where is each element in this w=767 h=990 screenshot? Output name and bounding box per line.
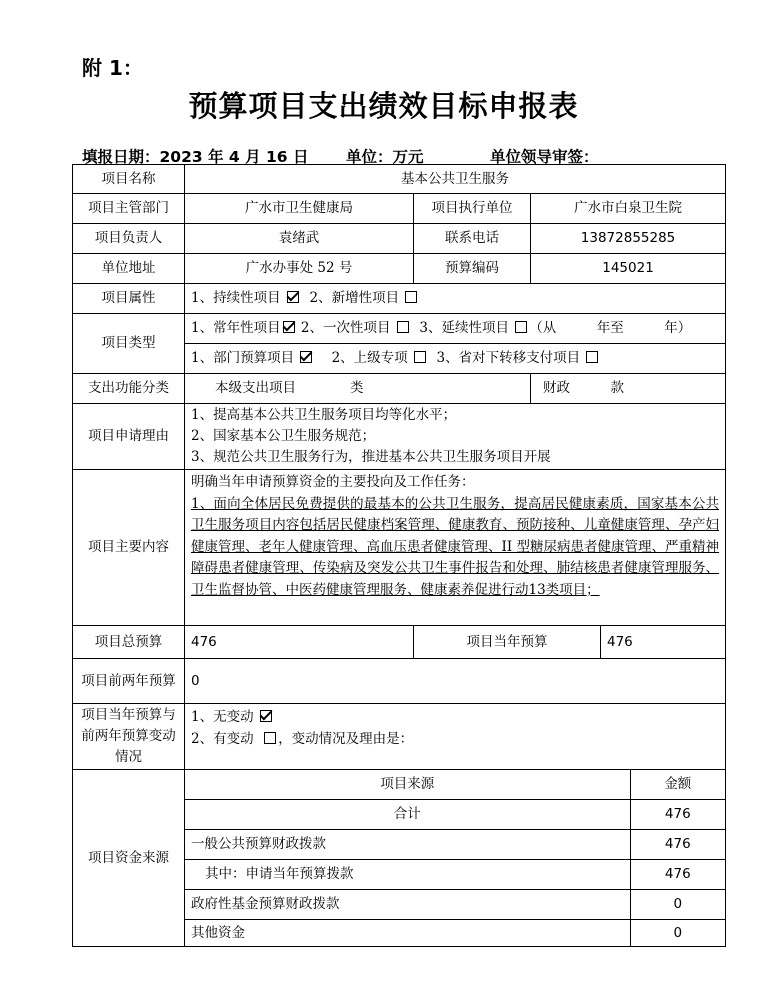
reason-line: 2、国家基本公卫生服务规范； <box>191 428 376 444</box>
project-name-label: 项目名称 <box>73 165 185 194</box>
attr-label: 项目属性 <box>73 284 185 314</box>
type-b-option-1: 1、部门预算项目 <box>191 350 295 367</box>
reason-line: 1、提高基本公共卫生服务项目均等化水平； <box>191 407 457 423</box>
checkbox-icon[interactable] <box>414 351 426 363</box>
fund-gov-value: 0 <box>630 889 725 919</box>
fund-total-label: 合计 <box>185 799 630 829</box>
budget-code-label: 预算编码 <box>414 254 531 284</box>
fund-total-value: 476 <box>630 799 725 829</box>
type-b-option-2: 2、上级专项 <box>331 350 408 367</box>
leader-label: 项目负责人 <box>73 224 185 254</box>
type-option-3: 3、延续性项目 <box>419 320 509 337</box>
reason-content <box>185 404 726 470</box>
func-label: 支出功能分类 <box>73 374 185 404</box>
content-body: 1、面向全体居民免费提供的最基本的公共卫生服务，提高居民健康素质，国家基本公共卫生服务项目内容包括居民健康档案管理、健康教育、预防接种、儿童健康管理、孕产妇健康管理、老年人健康管理、高血压患者健康管理、II 型糖尿病患者健康管理、严重精神障碍患者健康管理、传染病及突发公共卫生事件报告和处理、肺结核患者健康管理服务、卫生监督协管、中医药健康管理服务、健康素养促进行动13类项目； <box>191 495 720 598</box>
fund-of-which-value: 476 <box>630 859 725 889</box>
budget-code-value: 145021 <box>531 254 726 284</box>
attr-options <box>185 284 726 314</box>
checkbox-icon[interactable] <box>515 321 527 333</box>
attachment-label: 附 1： <box>82 56 143 80</box>
exec-unit-label: 项目执行单位 <box>414 194 531 224</box>
unit-label: 单位：万元 <box>346 148 424 166</box>
change-option-1: 1、无变动 <box>191 709 254 725</box>
year-budget-value: 476 <box>601 626 726 659</box>
budget-form-table <box>72 164 726 947</box>
type-options-b <box>185 344 726 374</box>
fund-head-source: 项目来源 <box>185 770 630 799</box>
type-option-2: 2、一次性项目 <box>300 320 391 337</box>
total-budget-value: 476 <box>185 626 414 659</box>
project-name-value: 基本公共卫生服务 <box>185 165 726 194</box>
page-title: 预算项目支出绩效目标申报表 <box>188 89 579 123</box>
fund-table <box>185 770 725 946</box>
fund-other-label: 其他资金 <box>185 919 630 946</box>
reason-line: 3、规范公共卫生服务行为，推进基本公共卫生服务项目开展 <box>191 449 551 465</box>
phone-value: 13872855285 <box>531 224 726 254</box>
dept-value: 广水市卫生健康局 <box>185 194 414 224</box>
address-value: 广水办事处 52 号 <box>185 254 414 284</box>
checked-box-icon[interactable] <box>287 291 299 303</box>
checked-box-icon[interactable] <box>260 710 272 722</box>
fund-head-amount: 金额 <box>630 770 725 799</box>
change-option-2: 2、有变动 <box>191 731 254 747</box>
checkbox-icon[interactable] <box>586 351 598 363</box>
leader-value: 袁绪武 <box>185 224 414 254</box>
prev-budget-label: 项目前两年预算 <box>73 659 185 704</box>
change-label: 项目当年预算与前两年预算变动情况 <box>73 704 185 770</box>
type-options-a <box>185 314 726 344</box>
checked-box-icon[interactable] <box>283 321 295 333</box>
type-option-3-range: （从 年至 年） <box>529 320 692 337</box>
func-finance: 财政 款 <box>531 374 726 404</box>
reason-label: 项目申请理由 <box>73 404 185 470</box>
content-cell <box>185 470 726 626</box>
address-label: 单位地址 <box>73 254 185 284</box>
fund-cell <box>185 770 726 947</box>
checked-box-icon[interactable] <box>300 351 312 363</box>
content-intro: 明确当年申请预算资金的主要投向及工作任务： <box>191 474 475 490</box>
exec-unit-value: 广水市白泉卫生院 <box>531 194 726 224</box>
fund-gov-label: 政府性基金预算财政拨款 <box>185 889 630 919</box>
fill-date: 填报日期：2023 年 4 月 16 日 <box>82 148 309 166</box>
fund-of-which-label: 其中：申请当年预算拨款 <box>185 859 630 889</box>
total-budget-label: 项目总预算 <box>73 626 185 659</box>
year-budget-label: 项目当年预算 <box>414 626 601 659</box>
change-options <box>185 704 726 770</box>
change-option-2-tail: ，变动情况及理由是： <box>278 731 414 747</box>
type-option-1: 1、常年性项目 <box>191 320 281 337</box>
checkbox-icon[interactable] <box>264 732 276 744</box>
dept-label: 项目主管部门 <box>73 194 185 224</box>
type-b-option-3: 3、省对下转移支付项目 <box>436 350 581 367</box>
prev-budget-value: 0 <box>185 659 726 704</box>
attr-option-1: 1、持续性项目 <box>191 290 281 307</box>
fill-info-row <box>82 141 722 165</box>
fund-general-label: 一般公共预算财政拨款 <box>185 829 630 859</box>
fund-label: 项目资金来源 <box>73 770 185 947</box>
checkbox-icon[interactable] <box>405 291 417 303</box>
attr-option-2: 2、新增性项目 <box>309 290 400 307</box>
content-label: 项目主要内容 <box>73 470 185 626</box>
type-label: 项目类型 <box>73 314 185 374</box>
fund-other-value: 0 <box>630 919 725 946</box>
leader-sign-label: 单位领导审签： <box>490 148 599 166</box>
fund-general-value: 476 <box>630 829 725 859</box>
checkbox-icon[interactable] <box>397 321 409 333</box>
func-category: 本级支出项目 类 <box>185 374 531 404</box>
phone-label: 联系电话 <box>414 224 531 254</box>
